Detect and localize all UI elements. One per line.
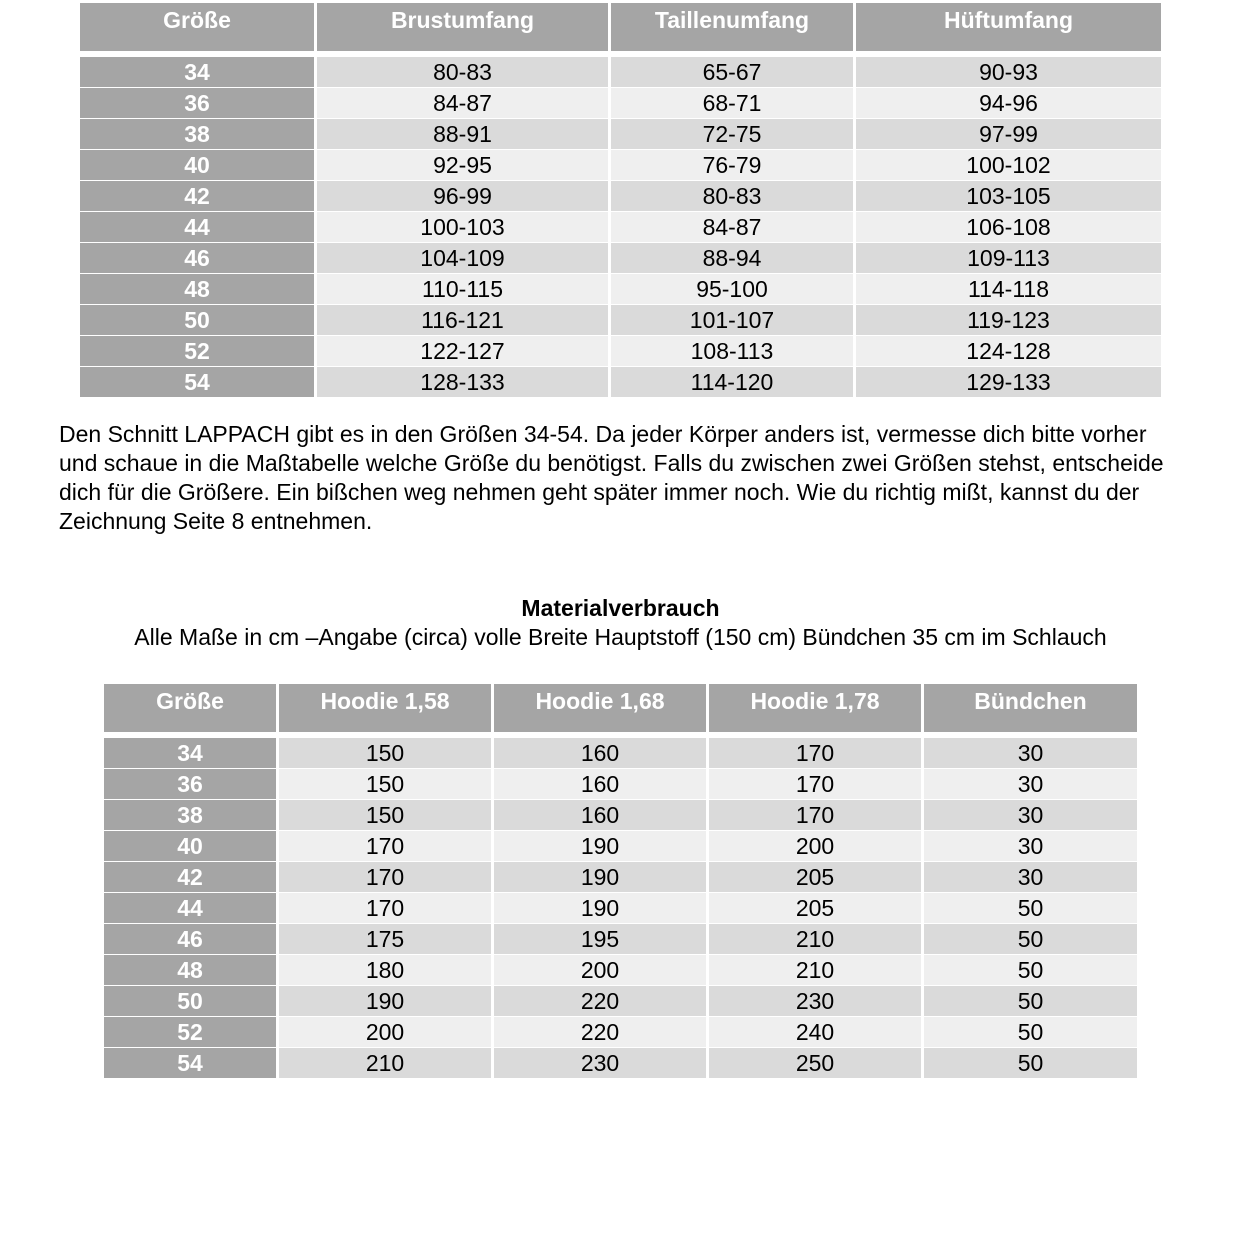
size-label-cell: 46 (80, 243, 314, 274)
value-cell: 30 (924, 831, 1137, 862)
value-cell: 230 (709, 986, 921, 1017)
value-cell: 124-128 (856, 336, 1161, 367)
material-row (104, 769, 1137, 800)
value-cell: 160 (494, 769, 706, 800)
value-cell: 160 (494, 738, 706, 769)
size-label-cell: 54 (80, 367, 314, 398)
value-cell: 100-102 (856, 150, 1161, 181)
value-cell: 240 (709, 1017, 921, 1048)
size-label-cell: 48 (104, 955, 276, 986)
value-cell: 119-123 (856, 305, 1161, 336)
value-cell: 88-94 (611, 243, 853, 274)
value-cell: 180 (279, 955, 491, 986)
material-row (104, 893, 1137, 924)
value-cell: 190 (494, 862, 706, 893)
value-cell: 72-75 (611, 119, 853, 150)
value-cell: 88-91 (317, 119, 608, 150)
value-cell: 170 (279, 893, 491, 924)
material-row (104, 924, 1137, 955)
value-cell: 220 (494, 1017, 706, 1048)
value-cell: 95-100 (611, 274, 853, 305)
value-cell: 96-99 (317, 181, 608, 212)
size-label-cell: 40 (80, 150, 314, 181)
size-label-cell: 54 (104, 1048, 276, 1079)
value-cell: 80-83 (611, 181, 853, 212)
material-row (104, 1048, 1137, 1079)
value-cell: 30 (924, 862, 1137, 893)
value-cell: 80-83 (317, 57, 608, 88)
size-label-cell: 50 (104, 986, 276, 1017)
size-chart-header: Brustumfang (317, 3, 608, 51)
material-row (104, 986, 1137, 1017)
value-cell: 205 (709, 893, 921, 924)
size-label-cell: 36 (104, 769, 276, 800)
value-cell: 90-93 (856, 57, 1161, 88)
value-cell: 190 (494, 893, 706, 924)
value-cell: 190 (279, 986, 491, 1017)
size-chart-row (80, 181, 1161, 212)
material-row (104, 800, 1137, 831)
material-title: Materialverbrauch (521, 595, 720, 621)
material-header-row (104, 684, 1137, 732)
material-header: Hoodie 1,58 (279, 684, 491, 732)
value-cell: 97-99 (856, 119, 1161, 150)
value-cell: 150 (279, 800, 491, 831)
size-chart-row (80, 57, 1161, 88)
value-cell: 160 (494, 800, 706, 831)
size-chart-header-row (80, 3, 1161, 51)
value-cell: 50 (924, 955, 1137, 986)
value-cell: 175 (279, 924, 491, 955)
size-chart-header: Taillenumfang (611, 3, 853, 51)
value-cell: 30 (924, 769, 1137, 800)
value-cell: 84-87 (317, 88, 608, 119)
value-cell: 94-96 (856, 88, 1161, 119)
material-header: Hoodie 1,68 (494, 684, 706, 732)
size-label-cell: 48 (80, 274, 314, 305)
value-cell: 114-118 (856, 274, 1161, 305)
size-label-cell: 42 (80, 181, 314, 212)
size-label-cell: 36 (80, 88, 314, 119)
size-label-cell: 50 (80, 305, 314, 336)
size-chart-row (80, 150, 1161, 181)
size-label-cell: 34 (80, 57, 314, 88)
material-row (104, 738, 1137, 769)
material-row (104, 1017, 1137, 1048)
value-cell: 109-113 (856, 243, 1161, 274)
size-label-cell: 38 (80, 119, 314, 150)
value-cell: 50 (924, 924, 1137, 955)
value-cell: 200 (279, 1017, 491, 1048)
value-cell: 150 (279, 769, 491, 800)
size-description: Den Schnitt LAPPACH gibt es in den Größen 34-54. Da jeder Körper anders ist, vermesse dich bitte vorher und schaue in die Maßtabelle welche Größe du benötigst. Falls du zwischen zwei Größen stehst, entscheide dich für die Größere. Ein bißchen weg nehmen geht später immer noch. Wie du richtig mißt, kannst du der Zeichnung Seite 8 entnehmen. (59, 421, 1164, 534)
value-cell: 150 (279, 738, 491, 769)
value-cell: 108-113 (611, 336, 853, 367)
size-chart-row (80, 243, 1161, 274)
size-label-cell: 42 (104, 862, 276, 893)
value-cell: 106-108 (856, 212, 1161, 243)
value-cell: 200 (494, 955, 706, 986)
value-cell: 210 (709, 924, 921, 955)
size-chart-header: Hüftumfang (856, 3, 1161, 51)
value-cell: 122-127 (317, 336, 608, 367)
value-cell: 129-133 (856, 367, 1161, 398)
value-cell: 30 (924, 738, 1137, 769)
value-cell: 190 (494, 831, 706, 862)
value-cell: 50 (924, 986, 1137, 1017)
value-cell: 100-103 (317, 212, 608, 243)
value-cell: 210 (709, 955, 921, 986)
value-cell: 101-107 (611, 305, 853, 336)
value-cell: 103-105 (856, 181, 1161, 212)
material-header: Hoodie 1,78 (709, 684, 921, 732)
size-chart-row (80, 212, 1161, 243)
value-cell: 65-67 (611, 57, 853, 88)
value-cell: 84-87 (611, 212, 853, 243)
material-header: Größe (104, 684, 276, 732)
material-subtitle: Alle Maße in cm –Angabe (circa) volle Breite Hauptstoff (150 cm) Bündchen 35 cm im Schlauch (134, 624, 1107, 650)
size-chart-header: Größe (80, 3, 314, 51)
size-chart-row (80, 119, 1161, 150)
material-table (101, 684, 1140, 1079)
value-cell: 30 (924, 800, 1137, 831)
value-cell: 170 (279, 862, 491, 893)
size-label-cell: 46 (104, 924, 276, 955)
material-row (104, 831, 1137, 862)
value-cell: 170 (279, 831, 491, 862)
value-cell: 68-71 (611, 88, 853, 119)
size-label-cell: 44 (80, 212, 314, 243)
value-cell: 170 (709, 769, 921, 800)
value-cell: 128-133 (317, 367, 608, 398)
value-cell: 50 (924, 1048, 1137, 1079)
size-chart-table (77, 3, 1164, 398)
material-header: Bündchen (924, 684, 1137, 732)
value-cell: 50 (924, 893, 1137, 924)
value-cell: 220 (494, 986, 706, 1017)
value-cell: 104-109 (317, 243, 608, 274)
value-cell: 76-79 (611, 150, 853, 181)
size-label-cell: 38 (104, 800, 276, 831)
value-cell: 195 (494, 924, 706, 955)
value-cell: 170 (709, 800, 921, 831)
value-cell: 210 (279, 1048, 491, 1079)
size-chart-row (80, 305, 1161, 336)
size-label-cell: 44 (104, 893, 276, 924)
size-chart-row (80, 336, 1161, 367)
value-cell: 110-115 (317, 274, 608, 305)
value-cell: 205 (709, 862, 921, 893)
size-label-cell: 40 (104, 831, 276, 862)
size-label-cell: 52 (80, 336, 314, 367)
value-cell: 230 (494, 1048, 706, 1079)
value-cell: 250 (709, 1048, 921, 1079)
value-cell: 116-121 (317, 305, 608, 336)
value-cell: 170 (709, 738, 921, 769)
size-chart-row (80, 88, 1161, 119)
size-label-cell: 34 (104, 738, 276, 769)
value-cell: 50 (924, 1017, 1137, 1048)
size-chart-row (80, 367, 1161, 398)
value-cell: 200 (709, 831, 921, 862)
material-row (104, 862, 1137, 893)
material-row (104, 955, 1137, 986)
size-label-cell: 52 (104, 1017, 276, 1048)
size-chart-row (80, 274, 1161, 305)
value-cell: 92-95 (317, 150, 608, 181)
value-cell: 114-120 (611, 367, 853, 398)
